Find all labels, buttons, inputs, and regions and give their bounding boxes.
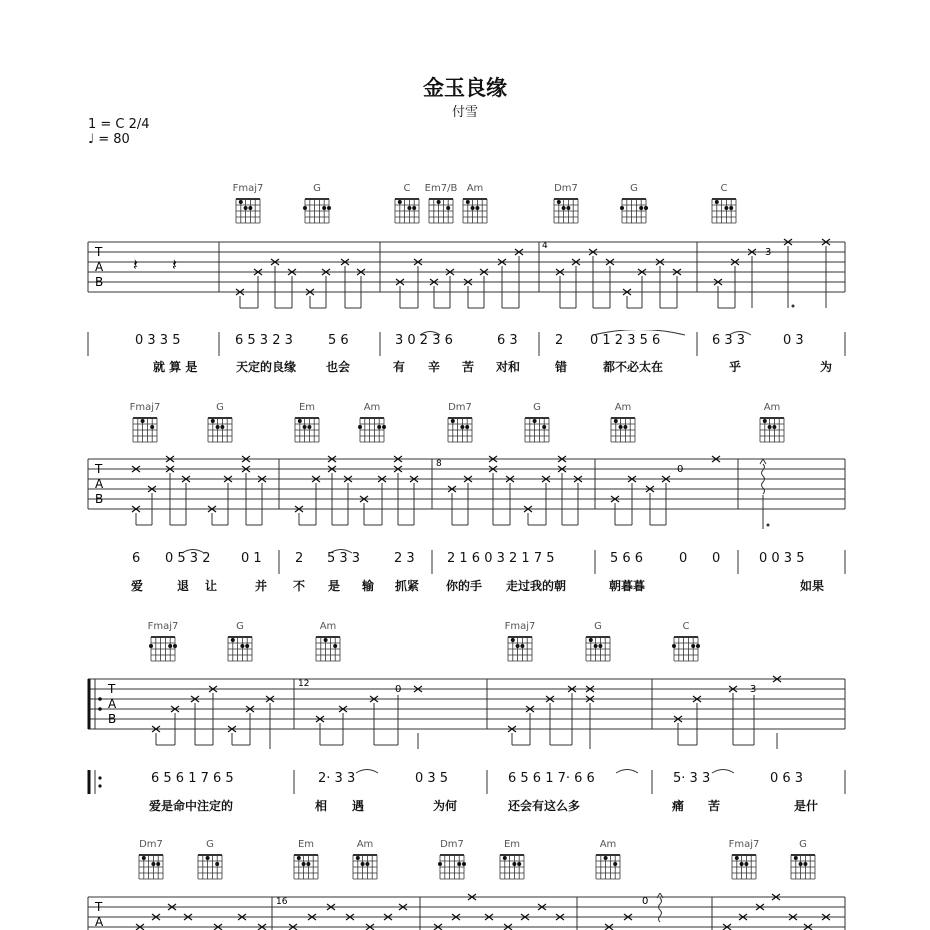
chord-grid-icon <box>350 851 380 881</box>
tie-icon <box>182 550 352 554</box>
chord-grid-icon <box>357 414 387 444</box>
chord-grid-icon <box>593 851 623 881</box>
numbered-notes: 6 <box>132 551 141 566</box>
numbered-notes: 2 <box>555 333 564 348</box>
numbered-notes: 0 1 <box>241 551 262 566</box>
lyric: 还会有这么多 <box>508 799 581 813</box>
tab-clef-icon: T <box>95 245 103 259</box>
numbered-notes: 2 3 <box>394 551 415 566</box>
lyric: 并 <box>255 579 268 593</box>
chord-diagram: Em <box>284 839 328 881</box>
measure-number: 16 <box>276 897 288 907</box>
measure-number: 4 <box>542 241 548 251</box>
numbered-notes: 3 0 2 3 6 <box>395 333 453 348</box>
tie-icon <box>420 330 751 335</box>
chord-diagram: Em <box>490 839 534 881</box>
lyric: 爱是命中注定的 <box>149 799 234 813</box>
chord-grid-icon <box>583 633 613 663</box>
chord-grid-icon <box>522 414 552 444</box>
chord-diagram: Dm7 <box>438 402 482 444</box>
chord-grid-icon <box>148 633 178 663</box>
lyric: 爱 <box>131 579 144 593</box>
tab-staff <box>0 675 930 755</box>
numbered-notes: 0 0 3 5 <box>759 551 805 566</box>
chord-diagram: Em7/B <box>419 183 463 225</box>
chord-grid-icon <box>709 195 739 225</box>
lyric: 天定的良缘 <box>236 360 297 374</box>
chord-grid-icon <box>437 851 467 881</box>
lyric: 朝暮暮 <box>609 579 646 593</box>
numbered-notes: 2 1 6 0 3 2 1 7 5 <box>447 551 555 566</box>
chord-grid-icon <box>195 851 225 881</box>
chord-diagram: Am <box>586 839 630 881</box>
numbered-notes: 0 3 3 5 <box>135 333 181 348</box>
numbered-notes: 6 5 3 2 3 <box>235 333 293 348</box>
chord-diagram: Fmaj7 <box>722 839 766 881</box>
svg-text:3: 3 <box>765 247 772 258</box>
measure-number: 8 <box>436 459 442 469</box>
lyric: 为何 <box>433 799 458 813</box>
numbered-notes: 6 3 3 <box>712 333 746 348</box>
svg-text:B: B <box>95 492 104 506</box>
numbered-notes: 0 3 5 <box>415 771 449 786</box>
svg-text:A: A <box>95 915 104 929</box>
chord-diagram: G <box>198 402 242 444</box>
numbered-notes: 0 5 3 2 <box>165 551 211 566</box>
numbered-notes: 5 3 3 <box>327 551 361 566</box>
chord-diagram: Fmaj7 <box>226 183 270 225</box>
chord-grid-icon <box>497 851 527 881</box>
lyric: 退 <box>177 579 190 593</box>
lyric: 对和 <box>496 360 521 374</box>
numbered-notes: 0 <box>679 551 688 566</box>
chord-grid-icon <box>292 414 322 444</box>
numbered-notes: 6 5 6 1 7 6 5 <box>151 771 234 786</box>
chord-diagram: G <box>218 621 262 663</box>
numbered-notes: 5 6 <box>328 333 349 348</box>
chord-diagram: Am <box>750 402 794 444</box>
chord-diagram: Fmaj7 <box>498 621 542 663</box>
chord-grid-icon <box>608 414 638 444</box>
lyric: 都不必太在 <box>603 360 664 374</box>
chord-diagram: C <box>664 621 708 663</box>
tie-icon <box>356 770 734 774</box>
chord-diagram: G <box>612 183 656 225</box>
lyric: 走过我的朝 <box>506 579 567 593</box>
lyric: 不 <box>293 579 306 593</box>
chord-grid-icon <box>619 195 649 225</box>
chord-grid-icon <box>205 414 235 444</box>
svg-text:T: T <box>95 462 103 476</box>
lyric: 有 <box>393 360 406 374</box>
lyric: 相 <box>315 799 328 813</box>
lyric: 就 算 是 <box>153 360 198 374</box>
chord-grid-icon <box>291 851 321 881</box>
lyric: 遇 <box>352 799 365 813</box>
chord-grid-icon <box>302 195 332 225</box>
lyric: 是什 <box>794 799 819 813</box>
svg-text:B: B <box>95 275 104 289</box>
numbered-notes: 2 <box>295 551 304 566</box>
chord-grid-icon <box>460 195 490 225</box>
lyric: 抓紧 <box>395 579 420 593</box>
chord-diagram: G <box>576 621 620 663</box>
chord-diagram: Am <box>306 621 350 663</box>
svg-text:3: 3 <box>750 684 757 695</box>
chord-diagram: G <box>781 839 825 881</box>
muted-note-icon <box>152 676 781 732</box>
lyric: 输 <box>362 579 375 593</box>
barlines <box>0 768 930 796</box>
chord-grid-icon <box>729 851 759 881</box>
svg-text:T: T <box>108 682 116 696</box>
svg-text:A: A <box>95 477 104 491</box>
numbered-notes: 2· 3 3 <box>318 771 356 786</box>
lyric: 乎 <box>729 360 742 374</box>
svg-text:0: 0 <box>642 896 649 907</box>
lyric: 苦 <box>462 360 475 374</box>
numbered-notes: 0 6 3 <box>770 771 804 786</box>
tab-staff <box>0 455 930 535</box>
tab-staff <box>0 238 930 318</box>
barlines <box>0 330 930 358</box>
chord-diagram: Am <box>601 402 645 444</box>
muted-note-icon <box>136 894 830 930</box>
chord-grid-icon <box>136 851 166 881</box>
song-artist: 付雪 <box>451 105 478 120</box>
chord-diagram: Fmaj7 <box>123 402 167 444</box>
rest-icon: 𝄽 <box>133 255 138 274</box>
chord-grid-icon <box>505 633 535 663</box>
measure-number: 12 <box>298 679 310 689</box>
key-signature: 1 = C 2/4 <box>88 117 150 132</box>
lyric: 苦 <box>708 799 721 813</box>
chord-diagram: G <box>295 183 339 225</box>
song-title: 金玉良缘 <box>423 76 507 100</box>
lyric: 也会 <box>326 360 351 374</box>
chord-diagram: C <box>385 183 429 225</box>
numbered-notes: 5· 3 3 <box>673 771 711 786</box>
chord-grid-icon <box>233 195 263 225</box>
chord-grid-icon <box>445 414 475 444</box>
lyric: 痛 <box>672 799 685 813</box>
chord-diagram: C <box>702 183 746 225</box>
chord-grid-icon <box>313 633 343 663</box>
chord-diagram: Dm7 <box>129 839 173 881</box>
lyric: 如果 <box>800 579 825 593</box>
tempo-marking: ♩ = 80 <box>88 132 130 147</box>
svg-text:A: A <box>95 260 104 274</box>
chord-diagram: Am <box>453 183 497 225</box>
chord-diagram: G <box>188 839 232 881</box>
chord-grid-icon <box>392 195 422 225</box>
svg-text:0: 0 <box>677 464 684 475</box>
numbered-notes: 0 1 2 3 5 6 <box>590 333 661 348</box>
chord-diagram: Am <box>350 402 394 444</box>
numbered-notes: 0 3 <box>783 333 804 348</box>
chord-diagram: Dm7 <box>430 839 474 881</box>
lyric: 你的手 <box>446 579 483 593</box>
lyric: 为 <box>820 360 833 374</box>
tab-staff <box>0 893 930 930</box>
chord-grid-icon <box>225 633 255 663</box>
chord-grid-icon <box>788 851 818 881</box>
numbered-notes: 0 <box>712 551 721 566</box>
chord-diagram: Fmaj7 <box>141 621 185 663</box>
chord-diagram: Dm7 <box>544 183 588 225</box>
chord-diagram: Am <box>343 839 387 881</box>
numbered-notes: 5 6 6 <box>610 551 644 566</box>
chord-grid-icon <box>671 633 701 663</box>
lyric: 错 <box>555 360 568 374</box>
svg-text:T: T <box>95 900 103 914</box>
chord-diagram: G <box>515 402 559 444</box>
chord-grid-icon <box>551 195 581 225</box>
svg-text:B: B <box>108 712 117 726</box>
lyric: 辛 <box>428 360 441 374</box>
numbered-notes: 6 3 <box>497 333 518 348</box>
numbered-notes: 6 5 6 1 7· 6 6 <box>508 771 595 786</box>
lyric: 是 <box>328 579 341 593</box>
chord-grid-icon <box>426 195 456 225</box>
barlines <box>0 548 930 576</box>
lyric: 让 <box>205 579 218 593</box>
rest-icon: 𝄽 <box>172 255 177 274</box>
muted-note-icon <box>236 239 830 295</box>
svg-text:A: A <box>108 697 117 711</box>
chord-diagram: Em <box>285 402 329 444</box>
chord-grid-icon <box>757 414 787 444</box>
chord-grid-icon <box>130 414 160 444</box>
svg-text:0: 0 <box>395 684 402 695</box>
